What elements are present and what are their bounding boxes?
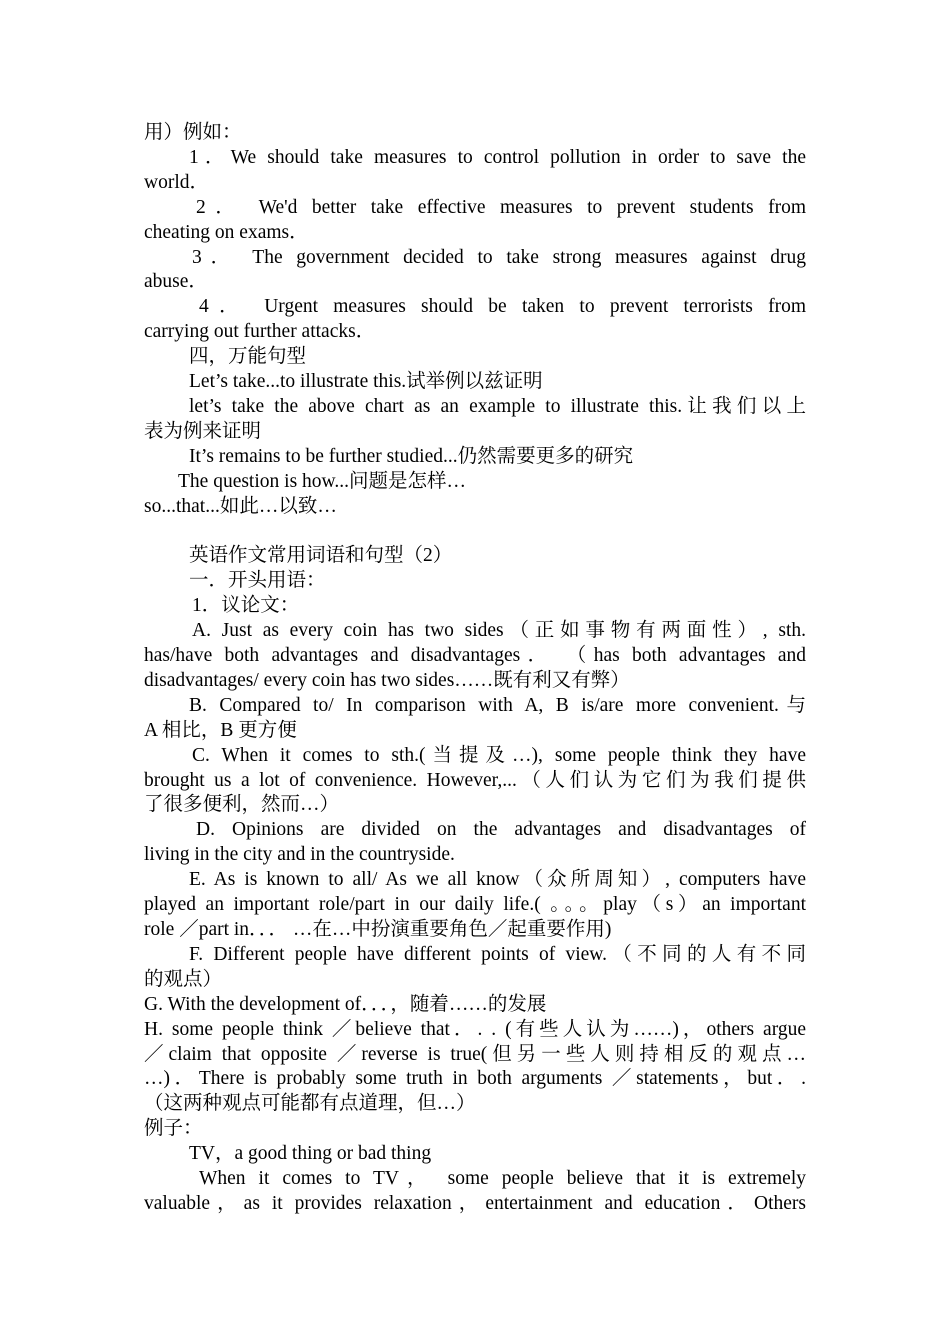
text-line: The question is how...问题是怎样… — [178, 470, 466, 492]
text-line: A. Just as every coin has two sides（正如事物有两面性）, sth. — [192, 620, 806, 642]
text-line: ／claim that opposite ／reverse is true(但另一些人则持相反的观点… — [144, 1043, 806, 1065]
text-line: 了很多便利，然而…） — [144, 794, 340, 816]
text-line: carrying out further attacks． — [144, 321, 376, 343]
text-line: 用）例如： — [144, 122, 242, 143]
text-line: living in the city and in the countryside. — [144, 844, 455, 866]
text-line: TV，a good thing or bad thing — [189, 1143, 432, 1165]
text-line: C. When it comes to sth.(当提及…), some people think they have — [192, 744, 806, 766]
text-line: G. With the development of．．．，随着……的发展 — [144, 993, 547, 1015]
text-line: role ／part in．．． …在…中扮演重要角色／起重要作用) — [144, 918, 612, 940]
text-line: played an important role/part in our daily life.( 。。。play（s）an important — [144, 894, 806, 916]
text-line: has/have both advantages and disadvantages． （has both advantages and — [144, 645, 806, 667]
text-line: disadvantages/ every coin has two sides……既有利又有弊） — [144, 669, 630, 691]
section-heading: 四，万能句型 — [189, 346, 307, 368]
text-line: 例子： — [144, 1118, 203, 1140]
text-line: It’s remains to be further studied...仍然需要更多的研究 — [189, 445, 634, 467]
text-line: world． — [144, 171, 209, 193]
text-line: so...that...如此…以致… — [144, 495, 337, 517]
text-line: D. Opinions are divided on the advantages and disadvantages of — [196, 819, 806, 841]
section-title: 英语作文常用词语和句型（2） — [189, 545, 453, 567]
text-line: brought us a lot of convenience. However,...（人们认为它们为我们提供 — [144, 769, 806, 791]
list-item-4: 4． Urgent measures should be taken to prevent terrorists from — [199, 296, 806, 318]
text-line: abuse． — [144, 271, 208, 293]
text-line: 的观点） — [144, 968, 223, 990]
blank-line — [144, 520, 806, 545]
text-line: cheating on exams． — [144, 221, 309, 243]
text-line: （这两种观点可能都有点道理，但…） — [144, 1093, 476, 1115]
subsection-heading: 1．议论文： — [192, 595, 300, 617]
text-line: let’s take the above chart as an example to illustrate this.让我们以上 — [189, 395, 806, 417]
text-line: H. some people think ／believe that．. . (有些人认为……)，others argue — [144, 1018, 806, 1040]
text-line: valuable，as it provides relaxation，entertainment and education．Others — [144, 1192, 806, 1214]
list-item-3: 3． The government decided to take strong measures against drug — [192, 246, 806, 268]
list-item-2: 2． We'd better take effective measures to prevent students from — [196, 196, 806, 218]
text-line: When it comes to TV， some people believe that it is extremely — [199, 1168, 806, 1190]
section-heading: 一．开头用语： — [189, 570, 326, 592]
text-line: B. Compared to/ In comparison with A, B is/are more convenient.与 — [189, 694, 806, 716]
text-line: …)．There is probably some truth in both arguments ／statements，but．. — [144, 1068, 806, 1090]
text-line: 表为例来证明 — [144, 420, 262, 442]
document-page — [144, 121, 806, 1217]
text-line: E. As is known to all/ As we all know（众所周知）, computers have — [189, 869, 806, 891]
text-line: F. Different people have different points of view.（不同的人有不同 — [189, 943, 806, 965]
text-line: Let’s take...to illustrate this.试举例以兹证明 — [189, 371, 543, 393]
list-item-1: 1．We should take measures to control pollution in order to save the — [189, 146, 806, 168]
text-line: A 相比，B 更方便 — [144, 719, 297, 741]
